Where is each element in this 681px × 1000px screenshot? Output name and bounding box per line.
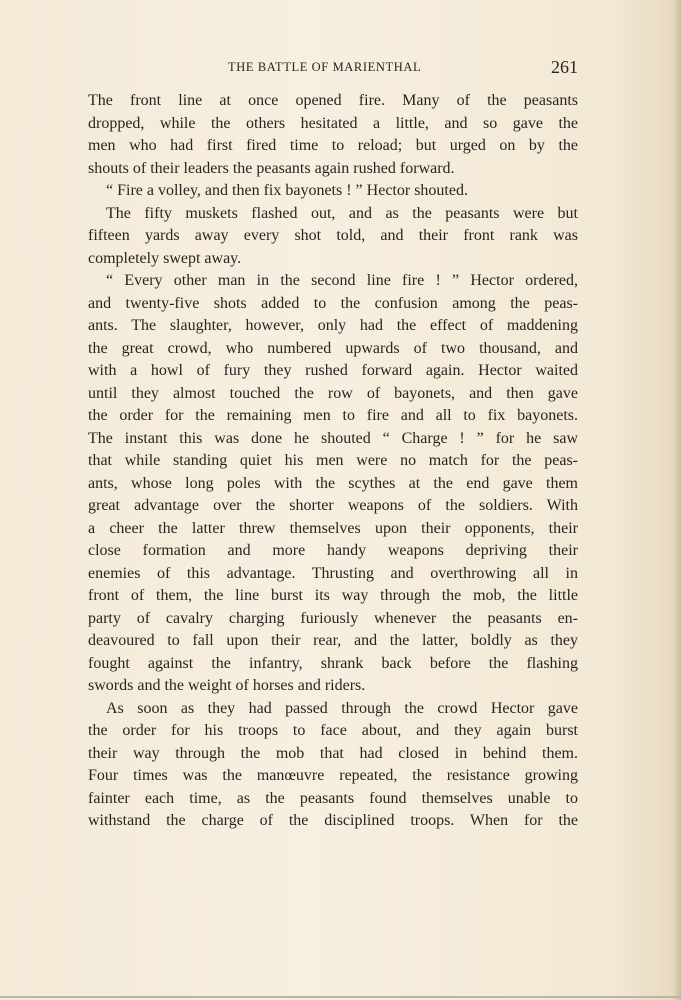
text-line: withstand the charge of the disciplined troops. When for the [88,812,578,829]
bottom-rule [0,996,681,998]
text-line: men who had first fired time to reload; but urged on by the [88,137,578,154]
text-line: “ Fire a volley, and then fix bayonets ! ” Hector shouted. [106,182,468,199]
text-line: fifteen yards away every shot told, and their front rank was [88,227,578,244]
text-line: party of cavalry charging furiously whenever the peasants en- [88,609,578,627]
running-title: THE BATTLE OF MARIENTHAL [228,60,422,74]
text-line: The front line at once opened fire. Many of the peasants [88,92,578,109]
text-line: Four times was the manœuvre repeated, the resistance growing [88,767,578,784]
text-line: the great crowd, who numbered upwards of two thousand, and [88,339,578,357]
text-line: swords and the weight of horses and riders. [88,677,366,694]
text-line: close formation and more handy weapons depriving their [88,542,578,559]
text-line: ants, whose long poles with the scythes at the end gave them [88,474,578,492]
body-text [88,90,578,833]
page-edge-shadow [673,0,681,1000]
text-line: great advantage over the shorter weapons of the soldiers. With [88,497,578,514]
text-line: the order for his troops to face about, and they again burst [88,722,578,739]
text-line: deavoured to fall upon their rear, and the latter, boldly as they [88,632,578,649]
text-line: dropped, while the others hesitated a little, and so gave the [88,114,578,132]
text-line: that while standing quiet his men were no match for the peas- [88,452,578,469]
page-header [88,57,578,81]
text-line: the order for the remaining men to fire and all to fix bayonets. [88,407,578,424]
text-line: and twenty-five shots added to the confusion among the peas- [88,294,578,312]
text-line: with a howl of fury they rushed forward again. Hector waited [88,362,578,379]
text-line: shouts of their leaders the peasants again rushed forward. [88,159,455,177]
text-line: a cheer the latter threw themselves upon their opponents, their [88,519,578,537]
text-line: The fifty muskets flashed out, and as the peasants were but [106,204,578,222]
text-line: As soon as they had passed through the crowd Hector gave [106,699,578,717]
text-line: ants. The slaughter, however, only had the effect of maddening [88,317,578,334]
text-line: fainter each time, as the peasants found themselves unable to [88,789,578,807]
text-line: front of them, the line burst its way through the mob, the little [88,587,578,604]
text-line: The instant this was done he shouted “ Charge ! ” for he saw [88,429,578,447]
text-line: enemies of this advantage. Thrusting and overthrowing all in [88,564,578,582]
text-line: their way through the mob that had closed in behind them. [88,744,578,762]
text-line: until they almost touched the row of bayonets, and then gave [88,384,578,402]
text-line: fought against the infantry, shrank back before the flashing [88,654,578,672]
text-line: “ Every other man in the second line fire ! ” Hector ordered, [106,272,578,289]
text-line: completely swept away. [88,249,242,267]
page-number: 261 [551,57,578,77]
